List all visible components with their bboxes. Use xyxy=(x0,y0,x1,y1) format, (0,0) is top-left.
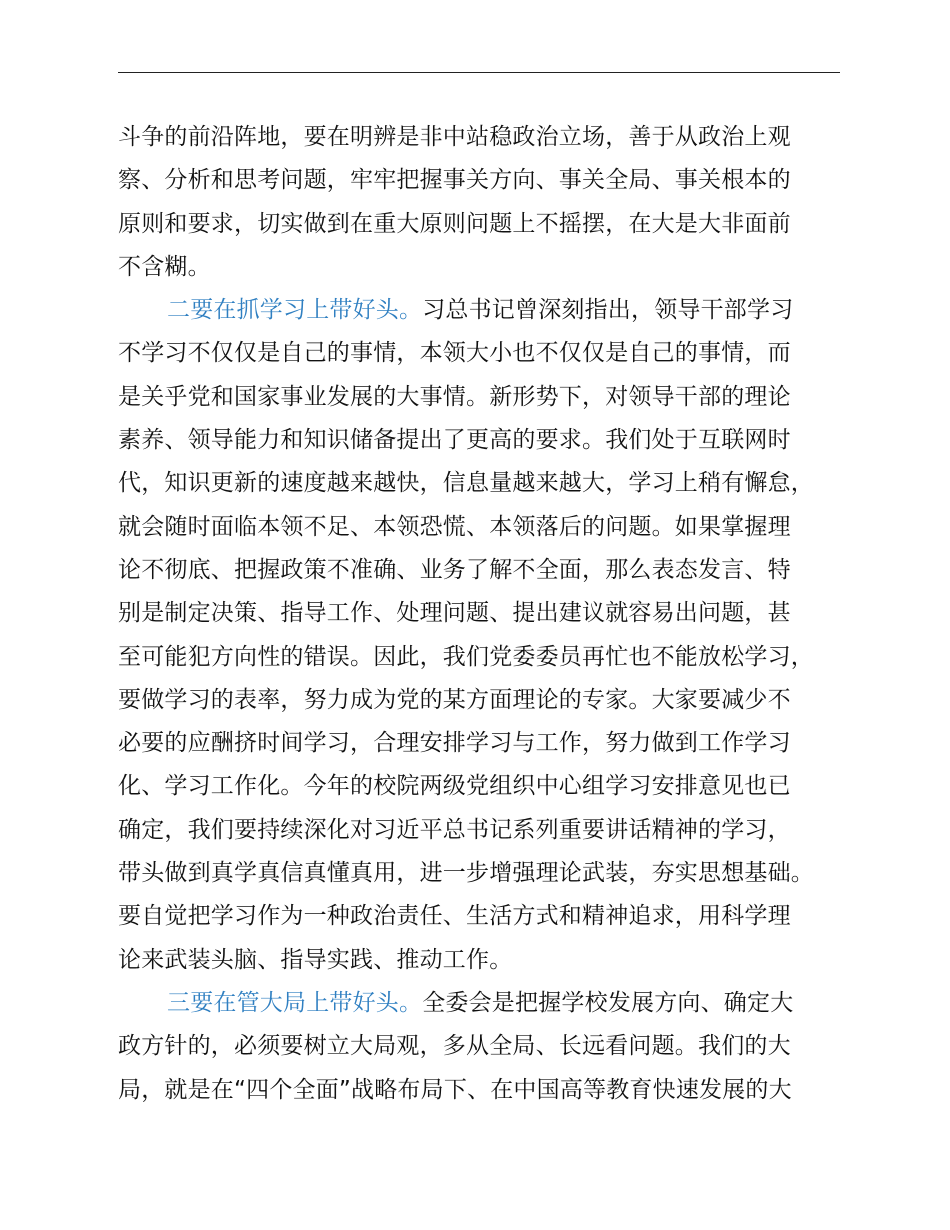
text-line: 不学习不仅仅是自己的事情，本领大小也不仅仅是自己的事情，而 xyxy=(118,340,791,367)
text-line: 斗争的前沿阵地，要在明辨是非中站稳政治立场，善于从政治上观 xyxy=(118,124,791,150)
text-line: 察、分析和思考问题，牢牢把握事关方向、事关全局、事关根本的 xyxy=(118,167,791,194)
text-line: 代，知识更新的速度越来越快，信息量越来越大，学习上稍有懈怠， xyxy=(118,470,814,497)
section-heading: 三要在管大局上带好头。 xyxy=(167,989,423,1016)
text-line: 论来武装头脑、指导实践、推动工作。 xyxy=(118,946,513,973)
text-line: 政方针的，必须要树立大局观，多从全局、长远看问题。我们的大 xyxy=(118,1033,791,1060)
paragraph-first-line xyxy=(118,289,853,332)
body-text xyxy=(118,116,853,1112)
text-run: 全委会是把握学校发展方向、确定大 xyxy=(422,989,794,1016)
text-line: 化、学习工作化。今年的校院两级党组织中心组学习安排意见也已 xyxy=(118,773,791,800)
text-line: 论不彻底、把握政策不准确、业务了解不全面，那么表态发言、特 xyxy=(118,556,791,583)
header-rule xyxy=(118,72,840,73)
text-line: 是关乎党和国家事业发展的大事情。新形势下，对领导干部的理论 xyxy=(118,383,791,410)
section-heading: 二要在抓学习上带好头。 xyxy=(167,297,423,324)
text-line: 至可能犯方向性的错误。因此，我们党委委员再忙也不能放松学习， xyxy=(118,643,814,670)
text-line: 局，就是在“四个全面”战略布局下、在中国高等教育快速发展的大 xyxy=(118,1076,792,1103)
text-run: 习总书记曾深刻指出，领导干部学习 xyxy=(422,297,794,324)
text-line: 带头做到真学真信真懂真用，进一步增强理论武装，夯实思想基础。 xyxy=(118,860,814,887)
paragraph-first-line xyxy=(118,982,853,1025)
text-line: 别是制定决策、指导工作、处理问题、提出建议就容易出问题，甚 xyxy=(118,600,791,627)
text-line: 要自觉把学习作为一种政治责任、生活方式和精神追求，用科学理 xyxy=(118,903,791,930)
text-line: 必要的应酬挤时间学习，合理安排学习与工作，努力做到工作学习 xyxy=(118,730,791,757)
text-line: 素养、领导能力和知识储备提出了更高的要求。我们处于互联网时 xyxy=(118,427,791,454)
text-line: 就会随时面临本领不足、本领恐慌、本领落后的问题。如果掌握理 xyxy=(118,513,791,540)
text-line: 要做学习的表率，努力成为党的某方面理论的专家。大家要减少不 xyxy=(118,686,791,713)
text-line: 不含糊。 xyxy=(118,253,211,280)
text-line: 原则和要求，切实做到在重大原则问题上不摇摆，在大是大非面前 xyxy=(118,210,791,237)
text-line: 确定，我们要持续深化对习近平总书记系列重要讲话精神的学习， xyxy=(118,816,791,843)
